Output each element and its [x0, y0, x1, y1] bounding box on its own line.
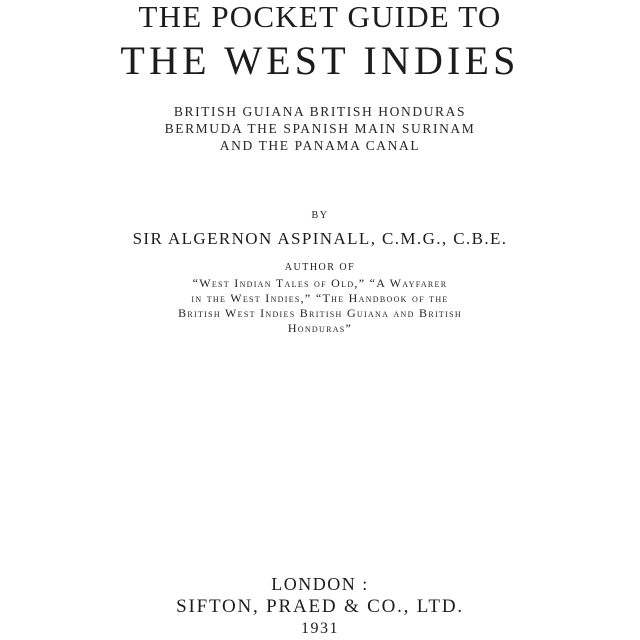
author-of-label: AUTHOR OF: [284, 262, 356, 273]
imprint-publisher: SIFTON, PRAED & CO., LTD.: [176, 596, 464, 617]
subtitle-line-1: BRITISH GUIANA BRITISH HONDURAS: [173, 104, 467, 119]
previous-works-line: in the West Indies,” “The Handbook of the: [191, 291, 449, 305]
previous-works-line: “West Indian Tales of Old,” “A Wayfarer: [192, 276, 448, 290]
subtitle-line-3: AND THE PANAMA CANAL: [219, 138, 421, 153]
imprint-city: LONDON :: [271, 574, 369, 594]
imprint-year: 1931: [301, 620, 339, 637]
previous-works: [150, 276, 490, 336]
previous-works-line: Honduras”: [287, 321, 353, 335]
title-line-2: THE WEST INDIES: [120, 38, 520, 83]
author-name: SIR ALGERNON ASPINALL, C.M.G., C.B.E.: [132, 229, 508, 248]
previous-works-line: British West Indies British Guiana and British: [178, 306, 462, 320]
title-line-1: THE POCKET GUIDE TO: [138, 0, 502, 34]
subtitle-line-2: BERMUDA THE SPANISH MAIN SURINAM: [164, 121, 476, 136]
by-label: BY: [311, 210, 329, 221]
